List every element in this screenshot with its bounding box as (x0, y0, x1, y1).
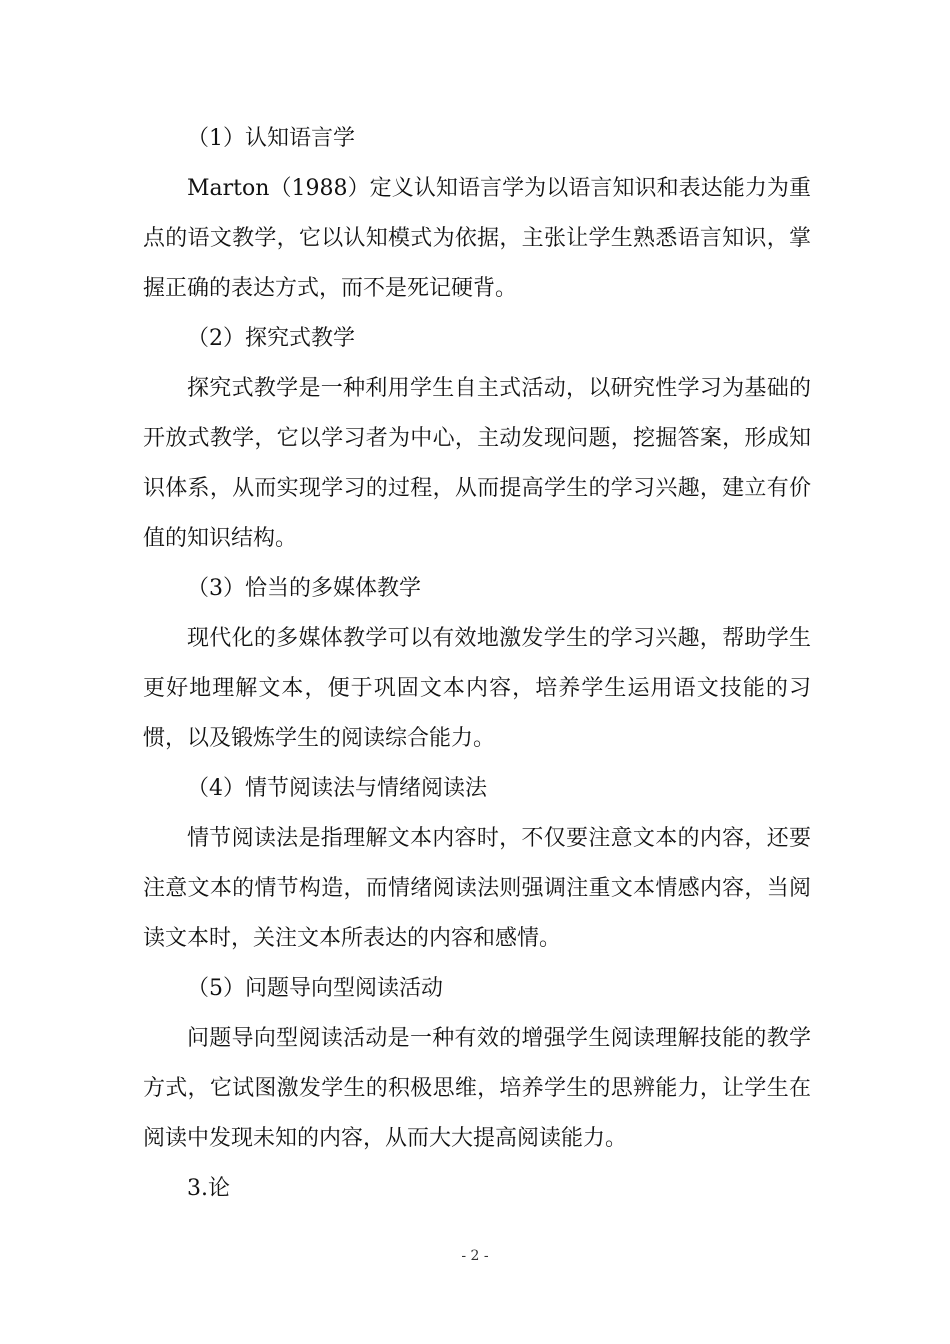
section-heading-2: （2）探究式教学 (187, 326, 355, 351)
section-heading-4: （4）情节阅读法与情绪阅读法 (187, 776, 487, 801)
paragraph-inquiry-teaching: 探究式教学是一种利用学生自主式活动，以研究性学习为基础的开放式教学，它以学习者为中心，主动发现问题，挖掘答案，形成知识体系，从而实现学习的过程，从而提高学生的学习兴趣，建立有价值的知识结构。 (143, 376, 811, 551)
section-heading-1: （1）认知语言学 (187, 126, 355, 151)
paragraph-problem-oriented-reading: 问题导向型阅读活动是一种有效的增强学生阅读理解技能的教学方式，它试图激发学生的积极思维，培养学生的思辨能力，让学生在阅读中发现未知的内容，从而大大提高阅读能力。 (143, 1026, 811, 1151)
paragraph-multimedia-teaching: 现代化的多媒体教学可以有效地激发学生的学习兴趣，帮助学生更好地理解文本，便于巩固文本内容，培养学生运用语文技能的习惯，以及锻炼学生的阅读综合能力。 (143, 626, 811, 751)
section-heading-5: （5）问题导向型阅读活动 (187, 976, 443, 1001)
paragraph-cognitive-linguistics: Marton（1988）定义认知语言学为以语言知识和表达能力为重点的语文教学，它以认知模式为依据，主张让学生熟悉语言知识，掌握正确的表达方式，而不是死记硬背。 (143, 176, 811, 301)
paragraph-plot-emotion-reading: 情节阅读法是指理解文本内容时，不仅要注意文本的内容，还要注意文本的情节构造，而情绪阅读法则强调注重文本情感内容，当阅读文本时，关注文本所表达的内容和感情。 (143, 826, 811, 951)
document-body (143, 114, 811, 1214)
page-number: - 2 - (461, 1248, 489, 1264)
section-heading-discussion: 3.论 (187, 1176, 230, 1201)
section-heading-3: （3）恰当的多媒体教学 (187, 576, 421, 601)
